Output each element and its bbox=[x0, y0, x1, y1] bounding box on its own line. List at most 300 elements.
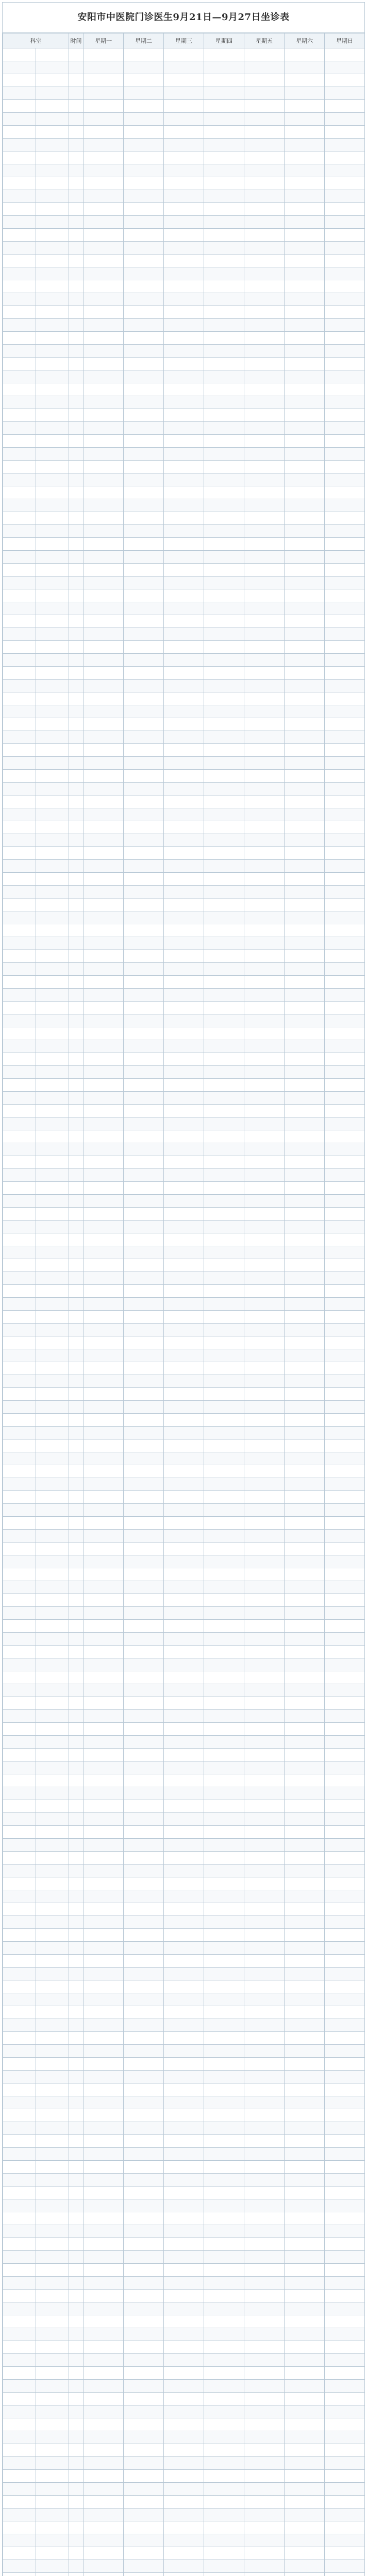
doctor-cell bbox=[244, 718, 285, 731]
doctor-cell bbox=[244, 1182, 285, 1195]
doctor-cell bbox=[204, 1375, 244, 1388]
doctor-cell bbox=[325, 795, 365, 808]
time-cell bbox=[69, 1478, 84, 1491]
time-cell bbox=[69, 783, 84, 795]
subdept-cell bbox=[36, 808, 69, 821]
doctor-cell bbox=[204, 1362, 244, 1375]
table-row bbox=[3, 1800, 365, 1813]
doctor-cell bbox=[204, 2341, 244, 2354]
doctor-cell bbox=[325, 1272, 365, 1285]
doctor-cell bbox=[325, 2148, 365, 2161]
doctor-cell bbox=[164, 1761, 204, 1774]
doctor-cell bbox=[164, 2302, 204, 2315]
doctor-cell bbox=[244, 1826, 285, 1839]
subdept-cell bbox=[36, 2135, 69, 2148]
doctor-cell bbox=[204, 899, 244, 911]
doctor-cell bbox=[84, 1749, 124, 1761]
table-row bbox=[3, 2431, 365, 2444]
table-row bbox=[3, 808, 365, 821]
doctor-cell bbox=[325, 757, 365, 770]
time-cell bbox=[69, 1852, 84, 1865]
time-cell bbox=[69, 2380, 84, 2393]
time-cell bbox=[69, 989, 84, 1002]
doctor-cell bbox=[204, 1865, 244, 1877]
doctor-cell bbox=[124, 680, 164, 692]
dept-cell bbox=[3, 383, 36, 396]
table-row bbox=[3, 1865, 365, 1877]
doctor-cell bbox=[325, 190, 365, 203]
time-cell bbox=[69, 1993, 84, 2006]
doctor-cell bbox=[244, 1002, 285, 1014]
doctor-cell bbox=[164, 795, 204, 808]
doctor-cell bbox=[325, 1040, 365, 1053]
doctor-cell bbox=[164, 577, 204, 589]
time-cell bbox=[69, 2418, 84, 2431]
time-cell bbox=[69, 2199, 84, 2212]
doctor-cell bbox=[164, 164, 204, 177]
table-row bbox=[3, 1839, 365, 1852]
doctor-cell bbox=[164, 1684, 204, 1697]
subdept-cell bbox=[36, 280, 69, 293]
doctor-cell bbox=[124, 2509, 164, 2521]
time-cell bbox=[69, 1723, 84, 1736]
table-row bbox=[3, 1195, 365, 1208]
doctor-cell bbox=[244, 2199, 285, 2212]
dept-cell bbox=[3, 2457, 36, 2470]
doctor-cell bbox=[285, 1620, 325, 1633]
table-row bbox=[3, 1066, 365, 1079]
doctor-cell bbox=[124, 2496, 164, 2509]
table-row bbox=[3, 1903, 365, 1916]
table-row bbox=[3, 2148, 365, 2161]
table-row bbox=[3, 1285, 365, 1298]
subdept-cell bbox=[36, 1066, 69, 1079]
doctor-cell bbox=[204, 1877, 244, 1890]
time-cell bbox=[69, 2521, 84, 2534]
doctor-cell bbox=[325, 1311, 365, 1324]
doctor-cell bbox=[244, 2393, 285, 2405]
doctor-cell bbox=[84, 1916, 124, 1929]
doctor-cell bbox=[325, 358, 365, 370]
doctor-cell bbox=[204, 1105, 244, 1117]
doctor-cell bbox=[124, 1324, 164, 1336]
doctor-cell bbox=[285, 1826, 325, 1839]
doctor-cell bbox=[285, 151, 325, 164]
time-cell bbox=[69, 87, 84, 100]
doctor-cell bbox=[84, 190, 124, 203]
doctor-cell bbox=[124, 473, 164, 486]
table-row bbox=[3, 1002, 365, 1014]
doctor-cell bbox=[285, 2405, 325, 2418]
dept-cell bbox=[3, 126, 36, 139]
doctor-cell bbox=[244, 1053, 285, 1066]
doctor-cell bbox=[244, 1208, 285, 1221]
subdept-cell bbox=[36, 2187, 69, 2199]
subdept-cell bbox=[36, 1903, 69, 1916]
doctor-cell bbox=[285, 2534, 325, 2547]
table-row bbox=[3, 1349, 365, 1362]
table-row bbox=[3, 2573, 365, 2576]
doctor-cell bbox=[244, 1401, 285, 1414]
doctor-cell bbox=[84, 2045, 124, 2058]
dept-cell bbox=[3, 2187, 36, 2199]
doctor-cell bbox=[84, 808, 124, 821]
doctor-cell bbox=[285, 2302, 325, 2315]
doctor-cell bbox=[325, 1066, 365, 1079]
doctor-cell bbox=[325, 2393, 365, 2405]
doctor-cell bbox=[124, 1697, 164, 1710]
doctor-cell bbox=[204, 1839, 244, 1852]
doctor-cell bbox=[325, 1169, 365, 1182]
doctor-cell bbox=[244, 924, 285, 937]
doctor-cell bbox=[84, 2509, 124, 2521]
dept-cell bbox=[3, 1491, 36, 1504]
time-cell bbox=[69, 1594, 84, 1607]
doctor-cell bbox=[285, 808, 325, 821]
doctor-cell bbox=[84, 2547, 124, 2560]
doctor-cell bbox=[164, 911, 204, 924]
doctor-cell bbox=[164, 2354, 204, 2367]
dept-cell bbox=[3, 577, 36, 589]
doctor-cell bbox=[164, 1942, 204, 1955]
subdept-cell bbox=[36, 1980, 69, 1993]
doctor-cell bbox=[325, 589, 365, 602]
table-row bbox=[3, 667, 365, 680]
doctor-cell bbox=[124, 2071, 164, 2083]
doctor-cell bbox=[285, 267, 325, 280]
doctor-cell bbox=[164, 1452, 204, 1465]
doctor-cell bbox=[164, 2071, 204, 2083]
doctor-cell bbox=[204, 705, 244, 718]
time-cell bbox=[69, 1749, 84, 1761]
doctor-cell bbox=[325, 1504, 365, 1517]
table-row bbox=[3, 2496, 365, 2509]
doctor-cell bbox=[244, 2341, 285, 2354]
doctor-cell bbox=[204, 2083, 244, 2096]
doctor-cell bbox=[124, 1130, 164, 1143]
subdept-cell bbox=[36, 473, 69, 486]
doctor-cell bbox=[325, 1852, 365, 1865]
subdept-cell bbox=[36, 2496, 69, 2509]
doctor-cell bbox=[124, 577, 164, 589]
time-cell bbox=[69, 1053, 84, 1066]
time-cell bbox=[69, 1130, 84, 1143]
doctor-cell bbox=[204, 1787, 244, 1800]
doctor-cell bbox=[325, 48, 365, 61]
doctor-cell bbox=[164, 1246, 204, 1259]
doctor-cell bbox=[285, 293, 325, 306]
doctor-cell bbox=[84, 1955, 124, 1968]
doctor-cell bbox=[244, 1800, 285, 1813]
doctor-cell bbox=[164, 2367, 204, 2380]
doctor-cell bbox=[84, 2083, 124, 2096]
doctor-cell bbox=[325, 345, 365, 358]
table-row bbox=[3, 1375, 365, 1388]
doctor-cell bbox=[204, 486, 244, 499]
doctor-cell bbox=[84, 48, 124, 61]
doctor-cell bbox=[124, 628, 164, 641]
doctor-cell bbox=[244, 821, 285, 834]
time-cell bbox=[69, 2122, 84, 2135]
doctor-cell bbox=[285, 1568, 325, 1581]
subdept-cell bbox=[36, 1246, 69, 1259]
table-row bbox=[3, 164, 365, 177]
time-cell bbox=[69, 1465, 84, 1478]
table-row bbox=[3, 795, 365, 808]
doctor-cell bbox=[285, 1530, 325, 1543]
doctor-cell bbox=[84, 2380, 124, 2393]
time-cell bbox=[69, 409, 84, 422]
subdept-cell bbox=[36, 577, 69, 589]
time-cell bbox=[69, 2212, 84, 2225]
table-row bbox=[3, 1014, 365, 1027]
doctor-cell bbox=[164, 2547, 204, 2560]
doctor-cell bbox=[164, 1195, 204, 1208]
doctor-cell bbox=[244, 808, 285, 821]
table-row bbox=[3, 873, 365, 886]
doctor-cell bbox=[164, 2187, 204, 2199]
dept-cell bbox=[3, 2045, 36, 2058]
time-cell bbox=[69, 1826, 84, 1839]
doctor-cell bbox=[124, 2380, 164, 2393]
doctor-cell bbox=[325, 1246, 365, 1259]
subdept-cell bbox=[36, 486, 69, 499]
doctor-cell bbox=[124, 2328, 164, 2341]
doctor-cell bbox=[84, 2187, 124, 2199]
dept-cell bbox=[3, 1671, 36, 1684]
doctor-cell bbox=[285, 1066, 325, 1079]
doctor-cell bbox=[84, 2315, 124, 2328]
doctor-cell bbox=[244, 2058, 285, 2071]
doctor-cell bbox=[204, 1594, 244, 1607]
doctor-cell bbox=[84, 2148, 124, 2161]
time-cell bbox=[69, 615, 84, 628]
doctor-cell bbox=[244, 2238, 285, 2251]
doctor-cell bbox=[204, 886, 244, 899]
doctor-cell bbox=[204, 1066, 244, 1079]
doctor-cell bbox=[244, 1452, 285, 1465]
doctor-cell bbox=[84, 1478, 124, 1491]
doctor-cell bbox=[325, 2109, 365, 2122]
table-row bbox=[3, 113, 365, 126]
doctor-cell bbox=[124, 1478, 164, 1491]
time-cell bbox=[69, 860, 84, 873]
doctor-cell bbox=[325, 2290, 365, 2302]
time-cell bbox=[69, 306, 84, 319]
table-row bbox=[3, 2380, 365, 2393]
doctor-cell bbox=[285, 1027, 325, 1040]
doctor-cell bbox=[325, 1581, 365, 1594]
subdept-cell bbox=[36, 1465, 69, 1478]
doctor-cell bbox=[84, 2290, 124, 2302]
doctor-cell bbox=[84, 1182, 124, 1195]
time-cell bbox=[69, 512, 84, 525]
doctor-cell bbox=[204, 332, 244, 345]
doctor-cell bbox=[244, 332, 285, 345]
dept-cell bbox=[3, 1336, 36, 1349]
doctor-cell bbox=[204, 2225, 244, 2238]
doctor-cell bbox=[285, 2251, 325, 2264]
subdept-cell bbox=[36, 61, 69, 74]
table-row bbox=[3, 899, 365, 911]
doctor-cell bbox=[164, 1839, 204, 1852]
doctor-cell bbox=[325, 74, 365, 87]
doctor-cell bbox=[124, 216, 164, 229]
subdept-cell bbox=[36, 1478, 69, 1491]
subdept-cell bbox=[36, 1285, 69, 1298]
doctor-cell bbox=[285, 2393, 325, 2405]
doctor-cell bbox=[325, 1813, 365, 1826]
table-row bbox=[3, 989, 365, 1002]
dept-cell bbox=[3, 847, 36, 860]
doctor-cell bbox=[244, 1079, 285, 1092]
doctor-cell bbox=[244, 1555, 285, 1568]
table-row bbox=[3, 1774, 365, 1787]
time-cell bbox=[69, 1092, 84, 1105]
doctor-cell bbox=[164, 1555, 204, 1568]
time-cell bbox=[69, 1530, 84, 1543]
doctor-cell bbox=[285, 1195, 325, 1208]
doctor-cell bbox=[325, 1658, 365, 1671]
doctor-cell bbox=[325, 1877, 365, 1890]
doctor-cell bbox=[84, 461, 124, 473]
doctor-cell bbox=[325, 808, 365, 821]
doctor-cell bbox=[325, 2187, 365, 2199]
doctor-cell bbox=[285, 2109, 325, 2122]
doctor-cell bbox=[124, 847, 164, 860]
doctor-cell bbox=[124, 2444, 164, 2457]
subdept-cell bbox=[36, 692, 69, 705]
doctor-cell bbox=[84, 293, 124, 306]
dept-cell bbox=[3, 602, 36, 615]
doctor-cell bbox=[124, 280, 164, 293]
header-day: 星期日 bbox=[325, 33, 365, 48]
doctor-cell bbox=[124, 705, 164, 718]
table-row bbox=[3, 718, 365, 731]
subdept-cell bbox=[36, 937, 69, 950]
doctor-cell bbox=[164, 770, 204, 783]
doctor-cell bbox=[244, 1736, 285, 1749]
doctor-cell bbox=[84, 100, 124, 113]
subdept-cell bbox=[36, 2174, 69, 2187]
subdept-cell bbox=[36, 2212, 69, 2225]
doctor-cell bbox=[164, 473, 204, 486]
table-row bbox=[3, 2199, 365, 2212]
subdept-cell bbox=[36, 1130, 69, 1143]
doctor-cell bbox=[285, 87, 325, 100]
dept-cell bbox=[3, 2135, 36, 2148]
doctor-cell bbox=[164, 2534, 204, 2547]
doctor-cell bbox=[124, 332, 164, 345]
doctor-cell bbox=[204, 911, 244, 924]
dept-cell bbox=[3, 525, 36, 538]
doctor-cell bbox=[285, 1414, 325, 1427]
doctor-cell bbox=[124, 1298, 164, 1311]
subdept-cell bbox=[36, 886, 69, 899]
doctor-cell bbox=[325, 705, 365, 718]
doctor-cell bbox=[325, 435, 365, 448]
doctor-cell bbox=[164, 229, 204, 242]
doctor-cell bbox=[164, 654, 204, 667]
dept-cell bbox=[3, 1543, 36, 1555]
subdept-cell bbox=[36, 1504, 69, 1517]
doctor-cell bbox=[285, 2083, 325, 2096]
doctor-cell bbox=[244, 2083, 285, 2096]
time-cell bbox=[69, 808, 84, 821]
doctor-cell bbox=[325, 847, 365, 860]
doctor-cell bbox=[285, 1349, 325, 1362]
doctor-cell bbox=[325, 1388, 365, 1401]
subdept-cell bbox=[36, 1298, 69, 1311]
doctor-cell bbox=[285, 615, 325, 628]
doctor-cell bbox=[84, 1388, 124, 1401]
doctor-cell bbox=[204, 2006, 244, 2019]
dept-cell bbox=[3, 976, 36, 989]
table-row bbox=[3, 538, 365, 551]
subdept-cell bbox=[36, 306, 69, 319]
dept-cell bbox=[3, 2483, 36, 2496]
subdept-cell bbox=[36, 242, 69, 255]
doctor-cell bbox=[164, 396, 204, 409]
doctor-cell bbox=[164, 1658, 204, 1671]
doctor-cell bbox=[244, 551, 285, 564]
doctor-cell bbox=[204, 1581, 244, 1594]
doctor-cell bbox=[244, 834, 285, 847]
doctor-cell bbox=[84, 358, 124, 370]
table-row bbox=[3, 589, 365, 602]
dept-cell bbox=[3, 2509, 36, 2521]
dept-cell bbox=[3, 473, 36, 486]
doctor-cell bbox=[204, 409, 244, 422]
dept-cell bbox=[3, 692, 36, 705]
dept-cell bbox=[3, 448, 36, 461]
dept-cell bbox=[3, 1646, 36, 1658]
subdept-cell bbox=[36, 1027, 69, 1040]
doctor-cell bbox=[204, 1890, 244, 1903]
doctor-cell bbox=[124, 164, 164, 177]
doctor-cell bbox=[164, 1903, 204, 1916]
subdept-cell bbox=[36, 1491, 69, 1504]
dept-cell bbox=[3, 2109, 36, 2122]
doctor-cell bbox=[285, 2418, 325, 2431]
table-row bbox=[3, 2367, 365, 2380]
doctor-cell bbox=[204, 216, 244, 229]
table-row bbox=[3, 1272, 365, 1285]
table-row bbox=[3, 1671, 365, 1684]
dept-cell bbox=[3, 2238, 36, 2251]
table-row bbox=[3, 1955, 365, 1968]
doctor-cell bbox=[84, 2354, 124, 2367]
table-row bbox=[3, 1388, 365, 1401]
doctor-cell bbox=[325, 628, 365, 641]
doctor-cell bbox=[325, 2560, 365, 2573]
doctor-cell bbox=[84, 2019, 124, 2032]
doctor-cell bbox=[244, 1517, 285, 1530]
doctor-cell bbox=[244, 461, 285, 473]
time-cell bbox=[69, 886, 84, 899]
doctor-cell bbox=[124, 2225, 164, 2238]
doctor-cell bbox=[84, 512, 124, 525]
doctor-cell bbox=[124, 937, 164, 950]
doctor-cell bbox=[164, 1620, 204, 1633]
doctor-cell bbox=[204, 61, 244, 74]
table-row bbox=[3, 654, 365, 667]
doctor-cell bbox=[325, 538, 365, 551]
doctor-cell bbox=[244, 589, 285, 602]
doctor-cell bbox=[124, 1491, 164, 1504]
doctor-cell bbox=[244, 1143, 285, 1156]
doctor-cell bbox=[124, 1607, 164, 1620]
